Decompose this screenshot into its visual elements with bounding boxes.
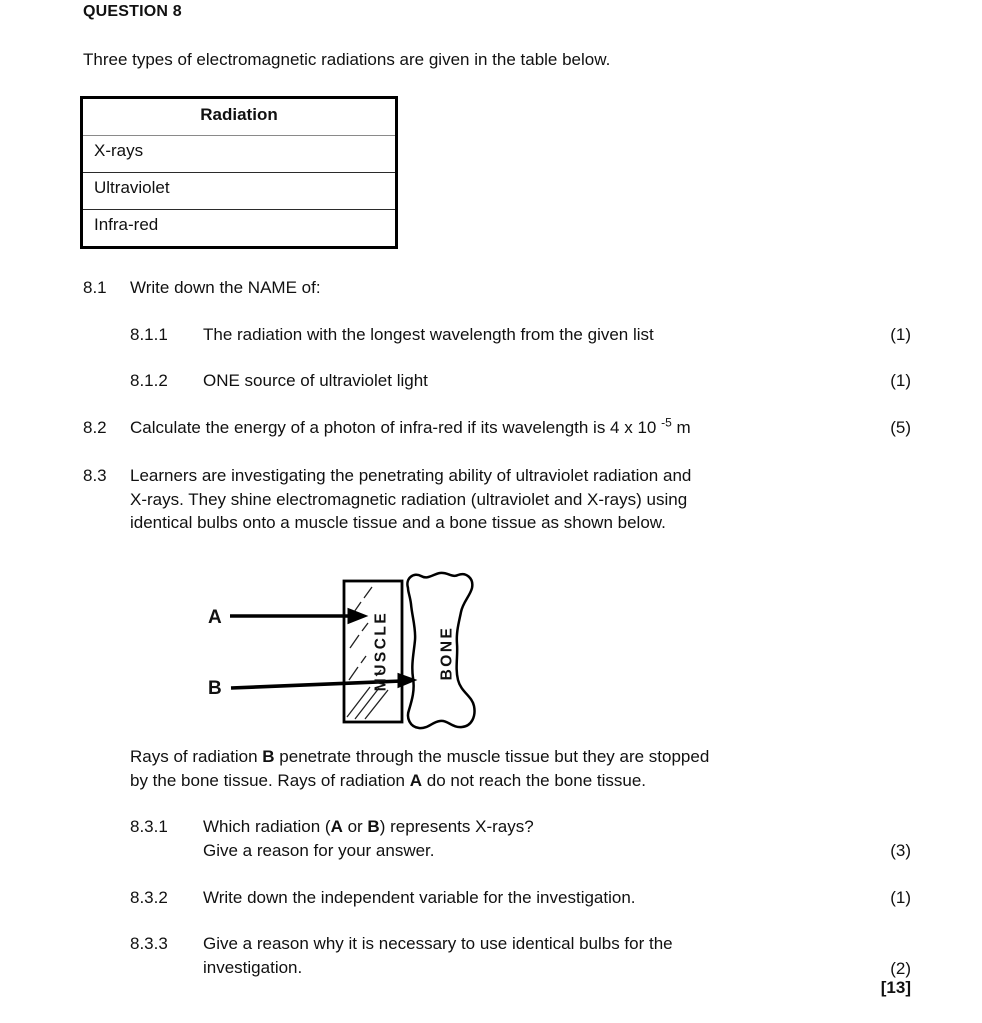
radiation-table-row: X-rays xyxy=(83,136,395,173)
bold-ray-b: B xyxy=(367,817,380,836)
question-text-line: investigation. xyxy=(203,957,303,977)
marks-badge: (1) xyxy=(890,888,911,907)
question-text xyxy=(130,464,911,535)
question-text: The radiation with the longest wavelength from the given list xyxy=(203,325,654,344)
rays-paragraph-line xyxy=(130,745,709,769)
question-number: 8.1 xyxy=(83,278,107,297)
question-text: ONE source of ultraviolet light xyxy=(203,371,428,390)
penetration-diagram xyxy=(200,570,490,738)
question-number: 8.3 xyxy=(83,466,107,485)
exponent: -5 xyxy=(661,415,672,430)
question-text-line: Give a reason why it is necessary to use identical bulbs for the xyxy=(203,934,673,953)
intro-text: Three types of electromagnetic radiations are given in the table below. xyxy=(83,50,611,69)
text-part: Which radiation ( xyxy=(203,817,331,836)
marks-badge: (5) xyxy=(890,418,911,437)
text-part: do not reach the bone tissue. xyxy=(422,770,647,790)
marks-badge: (1) xyxy=(890,325,911,344)
marks-badge: (2) xyxy=(890,959,911,978)
ray-b-label: B xyxy=(208,678,222,699)
question-8-1-1 xyxy=(130,323,911,347)
marks-badge: (1) xyxy=(890,371,911,390)
bold-ray-a: A xyxy=(409,770,423,790)
question-title: QUESTION 8 xyxy=(83,3,182,20)
question-text-line: Give a reason for your answer. xyxy=(203,840,435,860)
question-number: 8.3.1 xyxy=(130,817,168,836)
question-number: 8.1.2 xyxy=(130,371,168,390)
question-8-3-1 xyxy=(130,815,911,862)
question-text: Write down the NAME of: xyxy=(130,278,321,297)
question-text xyxy=(203,815,911,862)
rays-paragraph xyxy=(130,745,709,792)
ray-a-label: A xyxy=(208,607,222,628)
question-text-part: m xyxy=(671,418,691,437)
text-part: by the bone tissue. Rays of radiation xyxy=(130,770,410,790)
question-text xyxy=(203,932,911,979)
radiation-table xyxy=(80,96,398,249)
question-8-3-3 xyxy=(130,932,911,979)
question-text-line: X-rays. They shine electromagnetic radiation (ultraviolet and X-rays) using xyxy=(130,489,688,509)
radiation-table-row: Ultraviolet xyxy=(83,173,395,210)
marks-badge: (3) xyxy=(890,840,911,860)
question-text-line xyxy=(203,815,911,839)
question-number: 8.3.3 xyxy=(130,934,168,953)
question-text xyxy=(130,416,911,440)
text-part: penetrate through the muscle tissue but they are stopped xyxy=(274,747,710,766)
total-marks: [13] xyxy=(880,978,911,997)
muscle-label: MUSCLE xyxy=(372,610,390,692)
question-text-part: Calculate the energy of a photon of infra-red if its wavelength is 4 x 10 xyxy=(130,418,662,437)
question-8-3 xyxy=(83,464,911,535)
question-8-2 xyxy=(83,416,911,440)
text-part: or xyxy=(342,817,368,836)
rays-paragraph-line xyxy=(130,769,709,793)
question-8-3-2 xyxy=(130,886,911,910)
question-number: 8.1.1 xyxy=(130,325,168,344)
bone-label: BONE xyxy=(438,625,456,681)
question-number: 8.2 xyxy=(83,418,107,437)
text-part: ) represents X-rays? xyxy=(379,817,534,836)
question-text-line: Learners are investigating the penetrating ability of ultraviolet radiation and xyxy=(130,466,692,485)
bold-ray-b: B xyxy=(262,747,275,766)
radiation-table-header: Radiation xyxy=(83,99,395,136)
text-part: Rays of radiation xyxy=(130,747,263,766)
question-8-1-2 xyxy=(130,369,911,393)
bold-ray-a: A xyxy=(330,817,343,836)
question-8-1 xyxy=(83,276,911,300)
radiation-table-row: Infra-red xyxy=(94,215,159,234)
question-text: Write down the independent variable for the investigation. xyxy=(203,888,636,907)
question-number: 8.3.2 xyxy=(130,888,168,907)
question-text-line: identical bulbs onto a muscle tissue and a bone tissue as shown below. xyxy=(130,513,666,532)
